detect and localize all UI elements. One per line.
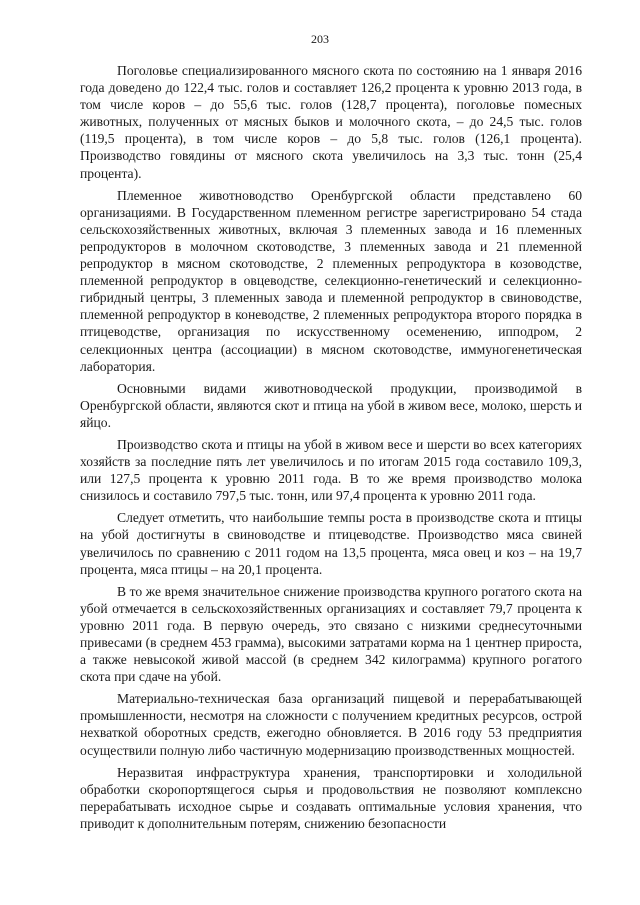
paragraph: Производство скота и птицы на убой в живом весе и шерсти во всех категориях хозяйств за последние пять лет увеличилось и по итогам 2015 года составило 109,3, или 127,5 процента к уровню 2011 года. В то же время производство молока снизилось и составило 797,5 тыс. тонн, или 97,4 процента к уровню 2011 года. xyxy=(80,436,582,504)
document-body xyxy=(80,62,582,837)
paragraph: Неразвитая инфраструктура хранения, транспортировки и холодильной обработки скоропортящегося сырья и продовольствия не позволяют комплексно перерабатывать исходное сырье и создавать оптимальные условия хранения, что приводит к дополнительным потерям, снижению безопасности xyxy=(80,764,582,831)
paragraph: Материально-техническая база организаций пищевой и перерабатывающей промышленности, несмотря на сложности с получением кредитных ресурсов, острой нехваткой оборотных средств, ежегодно обновляется. В 2016 году 53 предприятия осуществили полную либо частичную модернизацию производственных мощностей. xyxy=(80,691,582,758)
paragraph: Следует отметить, что наибольшие темпы роста в производстве скота и птицы на убой достигнуты в свиноводстве и птицеводстве. Производство мяса свиней увеличилось по сравнению с 2011 годом на 13,5 процента, мяса овец и коз – на 19,7 процента, мяса птицы – на 20,1 процента. xyxy=(80,510,582,577)
paragraph: В то же время значительное снижение производства крупного рогатого скота на убой отмечается в сельскохозяйственных организациях и составляет 79,7 процента к уровню 2011 года. В первую очередь, это связано с низкими среднесуточными привесами (в среднем 453 грамма), высокими затратами корма на 1 центнер прироста, а также невысокой живой массой (в среднем 342 килограмма) крупного рогатого скота при сдаче на убой. xyxy=(80,583,582,685)
paragraph: Поголовье специализированного мясного скота по состоянию на 1 января 2016 года доведено до 122,4 тыс. голов и составляет 126,2 процента к уровню 2013 года, в том числе коров – до 55,6 тыс. голов (128,7 процента), поголовье помесных животных, полученных от мясных быков и молочного скота, – до 24,5 тыс. голов (119,5 процента), в том числе коров – до 5,8 тыс. голов (126,1 процента). Производство говядины от мясного скота увеличилось на 3,3 тыс. тонн (25,4 процента). xyxy=(80,63,582,181)
page-number: 203 xyxy=(311,32,329,46)
paragraph: Основными видами животноводческой продукции, производимой в Оренбургской области, являются скот и птица на убой в живом весе, молоко, шерсть и яйцо. xyxy=(80,380,582,430)
paragraph: Племенное животноводство Оренбургской области представлено 60 организациями. В Государственном племенном регистре зарегистрировано 54 стада сельскохозяйственных животных, включая 3 племенных завода и 16 племенных репродукторов в молочном скотоводстве, 3 племенных завода и 21 племенной репродуктор в мясном скотоводстве, 2 племенных репродуктора в козоводстве, племенной репродуктор в овцеводстве, селекционно-генетический и селекционно-гибридный центры, 3 племенных завода и племенной репродуктор в свиноводстве, племенной репродуктор в коневодстве, 2 племенных репродуктора второго порядка в птицеводстве, организация по искусственному осеменению, ипподром, 2 селекционных центра (ассоциации) в мясном скотоводстве, иммуногенетическая лаборатория. xyxy=(80,187,582,374)
